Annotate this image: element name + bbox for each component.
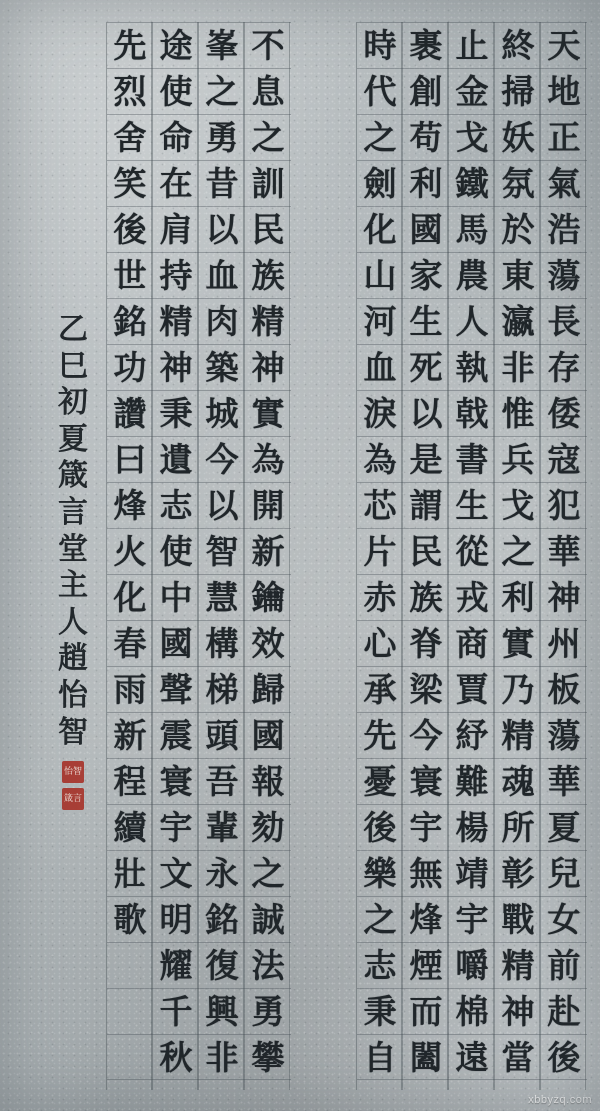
calligraphy-cell: 效 <box>245 620 291 666</box>
calligraphy-cell: 震 <box>153 712 199 758</box>
calligraphy-cell: 烽 <box>107 482 153 528</box>
calligraphy-cell: 國 <box>403 206 449 252</box>
calligraphy-cell: 兒 <box>541 850 587 896</box>
calligraphy-cell: 金 <box>449 68 495 114</box>
calligraphy-cell: 神 <box>541 574 587 620</box>
calligraphy-column <box>106 22 152 1090</box>
calligraphy-cell: 新 <box>245 528 291 574</box>
calligraphy-cell: 楊 <box>449 804 495 850</box>
calligraphy-cell <box>107 988 153 1034</box>
calligraphy-cell: 妖 <box>495 114 541 160</box>
calligraphy-cell: 之 <box>357 114 403 160</box>
calligraphy-cell: 勇 <box>199 114 245 160</box>
calligraphy-cell: 不 <box>245 22 291 68</box>
calligraphy-cell: 今 <box>403 712 449 758</box>
signature-char: 人 <box>58 604 88 640</box>
calligraphy-cell: 紓 <box>449 712 495 758</box>
calligraphy-column <box>402 22 448 1090</box>
signature-char: 巳 <box>58 348 88 384</box>
calligraphy-cell: 輩 <box>199 804 245 850</box>
calligraphy-cell: 宇 <box>403 804 449 850</box>
calligraphy-cell: 志 <box>357 942 403 988</box>
calligraphy-cell: 化 <box>357 206 403 252</box>
calligraphy-cell: 東 <box>495 252 541 298</box>
calligraphy-cell: 天 <box>541 22 587 68</box>
calligraphy-cell: 神 <box>245 344 291 390</box>
calligraphy-cell: 前 <box>541 942 587 988</box>
calligraphy-cell: 息 <box>245 68 291 114</box>
watermark-text: xbbyzq.com <box>528 1094 592 1106</box>
panel-spacer <box>98 22 106 1090</box>
calligraphy-cell: 書 <box>449 436 495 482</box>
calligraphy-cell: 蕩 <box>541 712 587 758</box>
calligraphy-cell: 昔 <box>199 160 245 206</box>
calligraphy-cell: 構 <box>199 620 245 666</box>
calligraphy-cell: 永 <box>199 850 245 896</box>
calligraphy-cell: 後 <box>541 1034 587 1080</box>
calligraphy-cell: 為 <box>357 436 403 482</box>
calligraphy-cell: 實 <box>245 390 291 436</box>
calligraphy-cell: 樂 <box>357 850 403 896</box>
calligraphy-cell: 無 <box>403 850 449 896</box>
calligraphy-cell: 山 <box>357 252 403 298</box>
calligraphy-cell: 利 <box>403 160 449 206</box>
calligraphy-cell: 戟 <box>449 390 495 436</box>
calligraphy-cell: 賈 <box>449 666 495 712</box>
signature-char: 初 <box>58 385 88 421</box>
calligraphy-cell: 聲 <box>153 666 199 712</box>
calligraphy-cell: 持 <box>153 252 199 298</box>
calligraphy-cell: 中 <box>153 574 199 620</box>
calligraphy-cell: 之 <box>245 850 291 896</box>
calligraphy-cell: 苟 <box>403 114 449 160</box>
calligraphy-cell: 心 <box>357 620 403 666</box>
calligraphy-cell: 地 <box>541 68 587 114</box>
calligraphy-cell: 寰 <box>403 758 449 804</box>
calligraphy-cell: 止 <box>449 22 495 68</box>
calligraphy-cell: 農 <box>449 252 495 298</box>
calligraphy-cell: 戰 <box>495 896 541 942</box>
calligraphy-cell: 利 <box>495 574 541 620</box>
calligraphy-cell: 讚 <box>107 390 153 436</box>
calligraphy-cell: 煙 <box>403 942 449 988</box>
calligraphy-cell: 遠 <box>449 1034 495 1080</box>
calligraphy-cell: 勇 <box>245 988 291 1034</box>
calligraphy-cell: 先 <box>107 22 153 68</box>
calligraphy-cell: 魂 <box>495 758 541 804</box>
calligraphy-cell: 芯 <box>357 482 403 528</box>
calligraphy-cell: 犯 <box>541 482 587 528</box>
calligraphy-cell: 銘 <box>199 896 245 942</box>
calligraphy-cell: 實 <box>495 620 541 666</box>
calligraphy-cell: 程 <box>107 758 153 804</box>
calligraphy-cell: 新 <box>107 712 153 758</box>
calligraphy-cell: 女 <box>541 896 587 942</box>
calligraphy-cell: 戈 <box>495 482 541 528</box>
calligraphy-column <box>152 22 198 1090</box>
calligraphy-cell: 華 <box>541 758 587 804</box>
calligraphy-cell: 寰 <box>153 758 199 804</box>
calligraphy-cell: 嚼 <box>449 942 495 988</box>
calligraphy-cell: 笑 <box>107 160 153 206</box>
calligraphy-cell: 存 <box>541 344 587 390</box>
calligraphy-cell: 當 <box>495 1034 541 1080</box>
calligraphy-cell: 命 <box>153 114 199 160</box>
calligraphy-cell: 創 <box>403 68 449 114</box>
calligraphy-cell: 肩 <box>153 206 199 252</box>
calligraphy-cell: 復 <box>199 942 245 988</box>
calligraphy-cell: 承 <box>357 666 403 712</box>
signature-char: 智 <box>58 714 88 750</box>
calligraphy-cell: 之 <box>199 68 245 114</box>
calligraphy-cell: 續 <box>107 804 153 850</box>
calligraphy-cell: 生 <box>403 298 449 344</box>
calligraphy-cell: 闔 <box>403 1034 449 1080</box>
calligraphy-cell: 精 <box>245 298 291 344</box>
calligraphy-cell: 乃 <box>495 666 541 712</box>
calligraphy-cell: 華 <box>541 528 587 574</box>
calligraphy-cell: 明 <box>153 896 199 942</box>
calligraphy-cell: 民 <box>245 206 291 252</box>
calligraphy-cell: 頭 <box>199 712 245 758</box>
calligraphy-cell: 智 <box>199 528 245 574</box>
calligraphy-cell: 壯 <box>107 850 153 896</box>
calligraphy-cell: 寇 <box>541 436 587 482</box>
calligraphy-cell: 氛 <box>495 160 541 206</box>
calligraphy-cell: 為 <box>245 436 291 482</box>
calligraphy-column <box>494 22 540 1090</box>
calligraphy-cell: 所 <box>495 804 541 850</box>
calligraphy-cell: 之 <box>245 114 291 160</box>
calligraphy-cell: 開 <box>245 482 291 528</box>
calligraphy-cell: 難 <box>449 758 495 804</box>
calligraphy-cell: 銘 <box>107 298 153 344</box>
calligraphy-cell: 蕩 <box>541 252 587 298</box>
calligraphy-cell: 精 <box>153 298 199 344</box>
calligraphy-cell: 倭 <box>541 390 587 436</box>
calligraphy-cell: 春 <box>107 620 153 666</box>
calligraphy-column <box>244 22 290 1090</box>
calligraphy-cell: 舍 <box>107 114 153 160</box>
calligraphy-cell: 鐵 <box>449 160 495 206</box>
calligraphy-cell: 長 <box>541 298 587 344</box>
calligraphy-cell: 國 <box>153 620 199 666</box>
calligraphy-cell: 劾 <box>245 804 291 850</box>
calligraphy-cell: 是 <box>403 436 449 482</box>
calligraphy-cell: 棉 <box>449 988 495 1034</box>
signature-char: 言 <box>58 494 88 530</box>
calligraphy-cell: 兵 <box>495 436 541 482</box>
calligraphy-cell: 慧 <box>199 574 245 620</box>
calligraphy-cell: 正 <box>541 114 587 160</box>
calligraphy-cell: 曰 <box>107 436 153 482</box>
calligraphy-cell: 攀 <box>245 1034 291 1080</box>
calligraphy-cell: 耀 <box>153 942 199 988</box>
calligraphy-cell: 興 <box>199 988 245 1034</box>
calligraphy-cell: 途 <box>153 22 199 68</box>
calligraphy-cell: 秉 <box>357 988 403 1034</box>
signature-column <box>48 22 98 1090</box>
calligraphy-cell: 馬 <box>449 206 495 252</box>
calligraphy-cell: 歸 <box>245 666 291 712</box>
calligraphy-cell: 法 <box>245 942 291 988</box>
calligraphy-cell: 赴 <box>541 988 587 1034</box>
calligraphy-cell: 裹 <box>403 22 449 68</box>
calligraphy-cell: 峯 <box>199 22 245 68</box>
calligraphy-cell: 自 <box>357 1034 403 1080</box>
calligraphy-cell <box>107 942 153 988</box>
calligraphy-cell: 彰 <box>495 850 541 896</box>
calligraphy-cell: 於 <box>495 206 541 252</box>
calligraphy-cell: 功 <box>107 344 153 390</box>
calligraphy-cell: 國 <box>245 712 291 758</box>
calligraphy-cell: 家 <box>403 252 449 298</box>
signature-char: 怡 <box>58 677 88 713</box>
calligraphy-cell: 神 <box>153 344 199 390</box>
calligraphy-cell: 非 <box>495 344 541 390</box>
calligraphy-cell: 世 <box>107 252 153 298</box>
calligraphy-cell: 夏 <box>541 804 587 850</box>
calligraphy-cell: 民 <box>403 528 449 574</box>
calligraphy-column <box>356 22 402 1090</box>
calligraphy-cell: 族 <box>245 252 291 298</box>
signature-char: 堂 <box>58 531 88 567</box>
calligraphy-cell: 報 <box>245 758 291 804</box>
calligraphy-cell: 以 <box>403 390 449 436</box>
calligraphy-cell: 精 <box>495 942 541 988</box>
calligraphy-column <box>448 22 494 1090</box>
calligraphy-cell: 死 <box>403 344 449 390</box>
calligraphy-cell: 從 <box>449 528 495 574</box>
calligraphy-cell: 烽 <box>403 896 449 942</box>
calligraphy-cell: 河 <box>357 298 403 344</box>
calligraphy-cell: 烈 <box>107 68 153 114</box>
calligraphy-cell: 文 <box>153 850 199 896</box>
calligraphy-cell: 使 <box>153 68 199 114</box>
calligraphy-cell: 梯 <box>199 666 245 712</box>
calligraphy-cell: 淚 <box>357 390 403 436</box>
calligraphy-cell: 之 <box>495 528 541 574</box>
calligraphy-cell: 在 <box>153 160 199 206</box>
calligraphy-cell: 商 <box>449 620 495 666</box>
calligraphy-cell: 鑰 <box>245 574 291 620</box>
calligraphy-cell: 今 <box>199 436 245 482</box>
calligraphy-cell: 脊 <box>403 620 449 666</box>
calligraphy-cell: 時 <box>357 22 403 68</box>
calligraphy-cell: 神 <box>495 988 541 1034</box>
signature-char: 乙 <box>58 312 88 347</box>
calligraphy-cell: 化 <box>107 574 153 620</box>
calligraphy-cell: 靖 <box>449 850 495 896</box>
signature-char: 夏 <box>58 421 88 457</box>
calligraphy-cell: 氣 <box>541 160 587 206</box>
calligraphy-cell: 梁 <box>403 666 449 712</box>
calligraphy-cell: 惟 <box>495 390 541 436</box>
calligraphy-cell: 謂 <box>403 482 449 528</box>
calligraphy-cell: 板 <box>541 666 587 712</box>
calligraphy-cell: 片 <box>357 528 403 574</box>
calligraphy-column <box>198 22 244 1090</box>
calligraphy-cell: 以 <box>199 482 245 528</box>
artist-seal: 怡智 <box>62 761 84 783</box>
calligraphy-cell: 後 <box>357 804 403 850</box>
calligraphy-cell: 非 <box>199 1034 245 1080</box>
calligraphy-column <box>540 22 586 1090</box>
calligraphy-cell: 遺 <box>153 436 199 482</box>
calligraphy-cell: 雨 <box>107 666 153 712</box>
calligraphy-cell: 之 <box>357 896 403 942</box>
calligraphy-cell: 以 <box>199 206 245 252</box>
calligraphy-cell: 血 <box>357 344 403 390</box>
calligraphy-cell: 秋 <box>153 1034 199 1080</box>
calligraphy-cell: 人 <box>449 298 495 344</box>
calligraphy-cell: 誠 <box>245 896 291 942</box>
calligraphy-cell: 訓 <box>245 160 291 206</box>
calligraphy-cell: 瀛 <box>495 298 541 344</box>
calligraphy-cell: 志 <box>153 482 199 528</box>
calligraphy-cell: 州 <box>541 620 587 666</box>
calligraphy-cell: 而 <box>403 988 449 1034</box>
calligraphy-cell: 秉 <box>153 390 199 436</box>
calligraphy-cell: 浩 <box>541 206 587 252</box>
right-calligraphy-panel <box>310 22 586 1090</box>
calligraphy-cell: 先 <box>357 712 403 758</box>
calligraphy-cell: 吾 <box>199 758 245 804</box>
calligraphy-cell: 城 <box>199 390 245 436</box>
calligraphy-cell: 血 <box>199 252 245 298</box>
calligraphy-cell: 掃 <box>495 68 541 114</box>
calligraphy-cell: 千 <box>153 988 199 1034</box>
calligraphy-cell: 憂 <box>357 758 403 804</box>
signature-char: 箴 <box>58 458 88 494</box>
seal-group <box>62 761 84 810</box>
calligraphy-cell: 族 <box>403 574 449 620</box>
calligraphy-cell: 宇 <box>153 804 199 850</box>
calligraphy-cell: 劍 <box>357 160 403 206</box>
calligraphy-cell: 後 <box>107 206 153 252</box>
calligraphy-cell <box>107 1034 153 1080</box>
signature-char: 趙 <box>58 641 88 677</box>
artist-seal: 箴言 <box>62 788 84 810</box>
calligraphy-cell: 使 <box>153 528 199 574</box>
calligraphy-cell: 終 <box>495 22 541 68</box>
calligraphy-cell: 執 <box>449 344 495 390</box>
calligraphy-cell: 代 <box>357 68 403 114</box>
left-calligraphy-panel <box>14 22 290 1090</box>
calligraphy-cell: 精 <box>495 712 541 758</box>
signature-char: 主 <box>58 568 88 604</box>
calligraphy-cell: 築 <box>199 344 245 390</box>
calligraphy-cell: 戎 <box>449 574 495 620</box>
calligraphy-cell: 生 <box>449 482 495 528</box>
calligraphy-cell: 宇 <box>449 896 495 942</box>
calligraphy-cell: 歌 <box>107 896 153 942</box>
calligraphy-cell: 肉 <box>199 298 245 344</box>
calligraphy-cell: 赤 <box>357 574 403 620</box>
calligraphy-cell: 火 <box>107 528 153 574</box>
calligraphy-cell: 戈 <box>449 114 495 160</box>
